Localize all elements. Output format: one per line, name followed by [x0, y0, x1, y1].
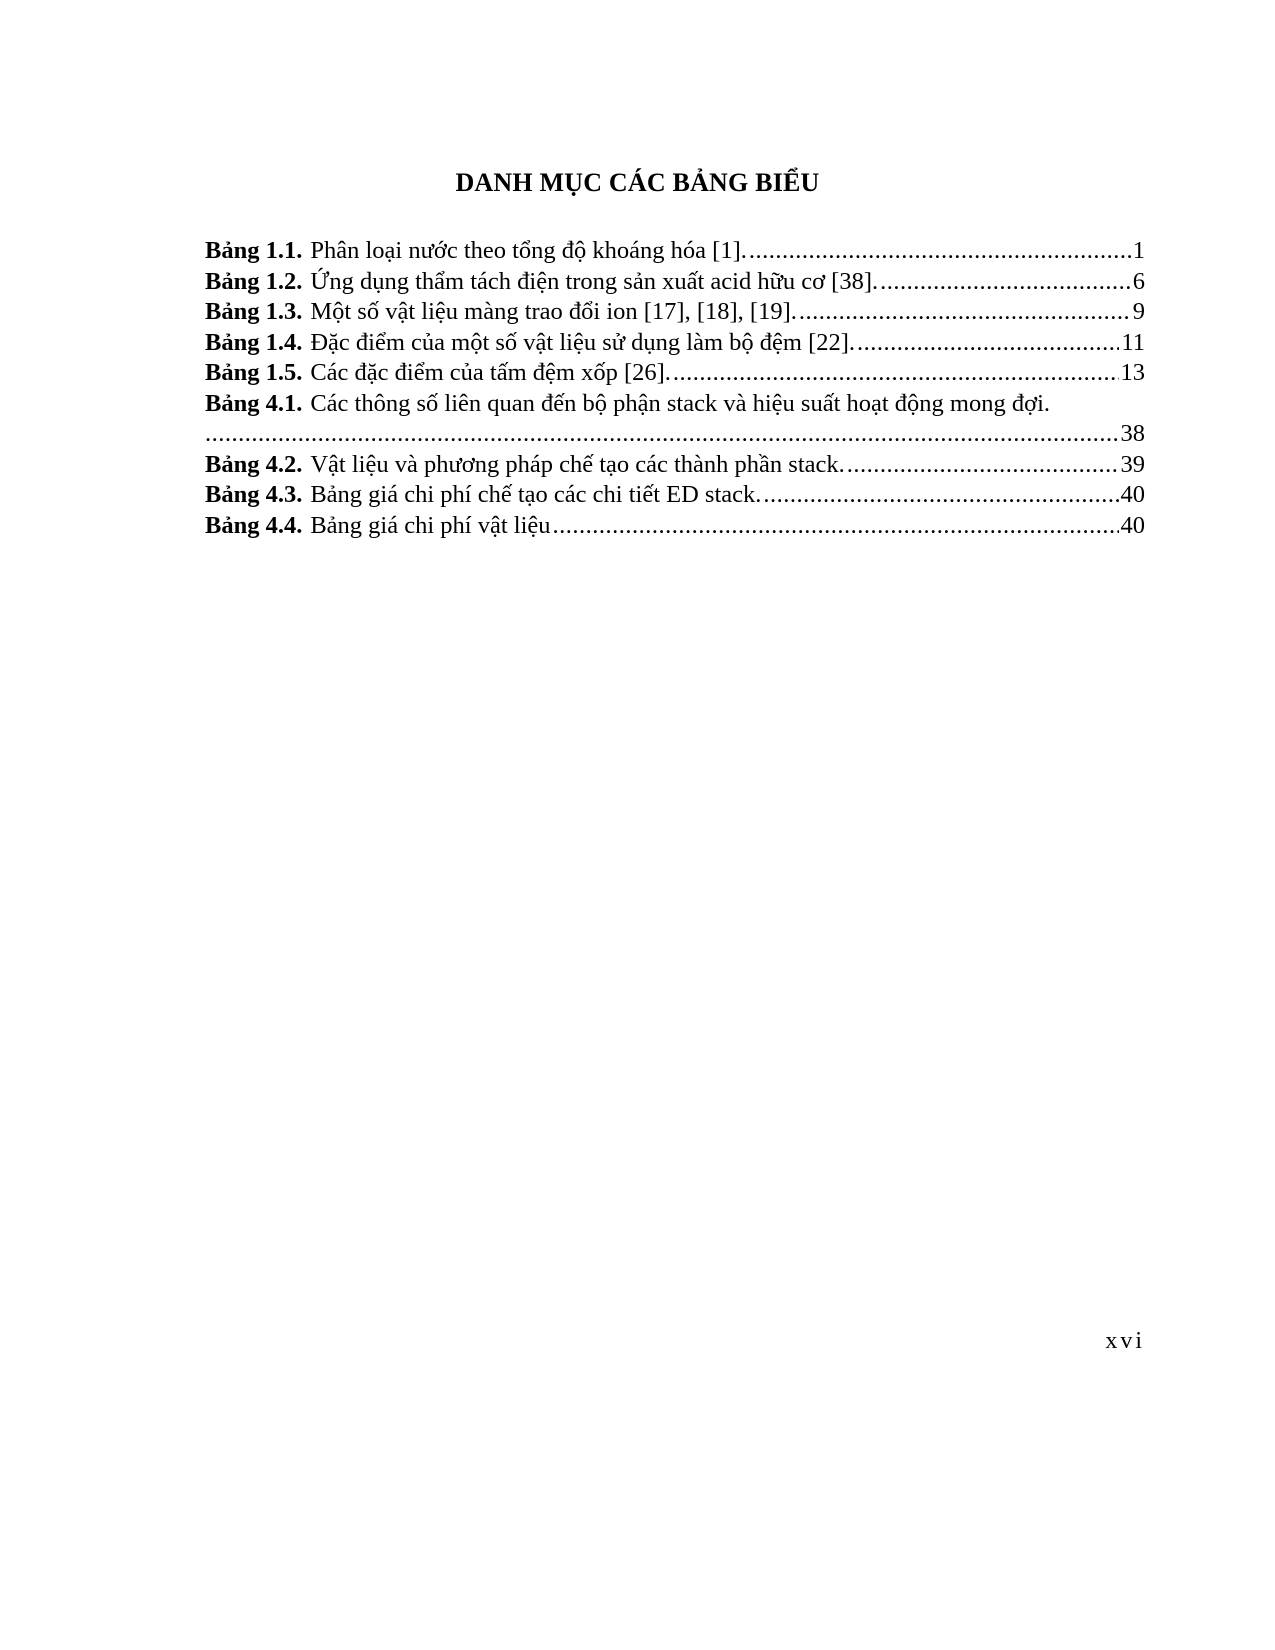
- toc-entry-page: 39: [1120, 450, 1145, 478]
- toc-entry-1-5[interactable]: [205, 358, 1145, 389]
- toc-entry-4-2[interactable]: [205, 450, 1145, 481]
- toc-entry-1-1[interactable]: [205, 236, 1145, 267]
- toc-entry-label: Bảng 4.3.: [205, 481, 303, 508]
- toc-entry-title: Đặc điểm của một số vật liệu sử dụng làm bộ đệm [22].: [310, 328, 856, 356]
- toc-entry-title: Vật liệu và phương pháp chế tạo các thành phần stack.: [310, 450, 845, 478]
- dot-leader: [880, 267, 1131, 298]
- toc-entry-page: 40: [1120, 481, 1145, 508]
- toc-entry-4-1[interactable]: [205, 389, 1145, 420]
- toc-entry-page: 1: [1132, 237, 1145, 264]
- toc-entry-title: Phân loại nước theo tổng độ khoáng hóa [1].: [310, 237, 747, 264]
- toc-entry-label: Bảng 1.3.: [205, 298, 303, 325]
- toc-entry-label: Bảng 1.4.: [205, 328, 303, 356]
- table-of-tables: [205, 236, 1145, 541]
- toc-entry-page: 40: [1120, 511, 1145, 539]
- page-number: xvi: [1105, 1328, 1145, 1354]
- toc-entry-1-2[interactable]: [205, 267, 1145, 298]
- toc-entry-page: 11: [1121, 328, 1145, 356]
- dot-leader: [763, 480, 1118, 511]
- toc-entry-title: Các thông số liên quan đến bộ phận stack và hiệu suất hoạt động mong đợi.: [310, 389, 1050, 417]
- toc-entry-label: Bảng 1.2.: [205, 267, 303, 295]
- toc-entry-4-1-continuation[interactable]: [205, 419, 1145, 450]
- dot-leader: [749, 236, 1131, 267]
- toc-entry-label: Bảng 4.4.: [205, 511, 303, 539]
- toc-entry-page: 13: [1120, 359, 1145, 386]
- toc-entry-label: Bảng 4.1.: [205, 389, 303, 417]
- dot-leader: [847, 450, 1119, 481]
- dot-leader: [553, 511, 1119, 542]
- toc-entry-page: 38: [1120, 420, 1145, 447]
- toc-entry-4-4[interactable]: [205, 511, 1145, 542]
- dot-leader: [799, 297, 1131, 328]
- dot-leader: [673, 358, 1119, 389]
- toc-entry-title: Ứng dụng thẩm tách điện trong sản xuất acid hữu cơ [38].: [310, 267, 879, 295]
- toc-entry-title: Bảng giá chi phí vật liệu: [310, 511, 551, 539]
- toc-entry-label: Bảng 1.1.: [205, 237, 303, 264]
- dot-leader: [857, 328, 1119, 359]
- toc-entry-label: Bảng 1.5.: [205, 359, 303, 386]
- toc-entry-label: Bảng 4.2.: [205, 450, 303, 478]
- toc-entry-1-3[interactable]: [205, 297, 1145, 328]
- page-title: DANH MỤC CÁC BẢNG BIỂU: [455, 168, 820, 197]
- dot-leader: [205, 419, 1119, 450]
- toc-entry-page: 6: [1132, 267, 1145, 295]
- toc-entry-page: 9: [1132, 298, 1145, 325]
- toc-entry-title: Một số vật liệu màng trao đổi ion [17], [18], [19].: [310, 298, 797, 325]
- toc-entry-title: Các đặc điểm của tấm đệm xốp [26].: [310, 359, 671, 386]
- toc-entry-4-3[interactable]: [205, 480, 1145, 511]
- toc-entry-title: Bảng giá chi phí chế tạo các chi tiết ED stack.: [310, 481, 762, 508]
- toc-entry-1-4[interactable]: [205, 328, 1145, 359]
